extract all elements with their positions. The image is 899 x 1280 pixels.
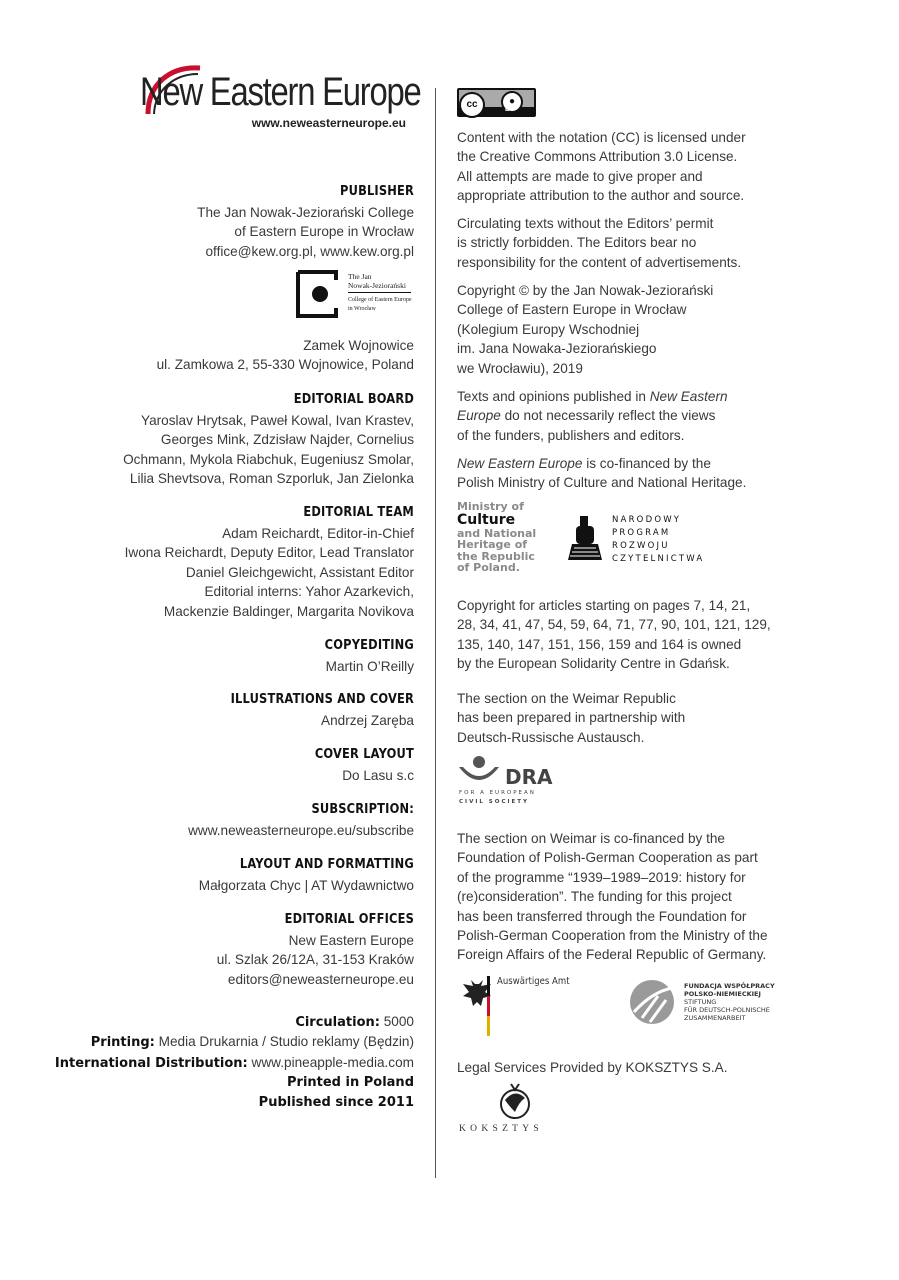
logo-url: www.neweasterneurope.eu bbox=[251, 116, 406, 130]
kew-logo bbox=[296, 270, 416, 320]
dra-sub-line: FOR A EUROPEAN bbox=[459, 790, 536, 796]
publisher-contact[interactable]: office@kew.org.pl, www.kew.org.pl bbox=[205, 243, 414, 259]
license-line: the Creative Commons Attribution 3.0 License. bbox=[457, 149, 738, 165]
weimar-funding-line: of the programme “1939–1989–2019: history for bbox=[457, 869, 746, 885]
cover-layout-line: Do Lasu s.c bbox=[342, 768, 414, 783]
weimar-partner-line: has been prepared in partnership with bbox=[457, 710, 686, 726]
publisher-line: of Eastern Europe in Wrocław bbox=[234, 224, 414, 240]
weimar-funding-line: Foreign Affairs of the Federal Republic of Germany. bbox=[457, 947, 767, 963]
cc-icon: cc bbox=[459, 92, 485, 118]
layout-formatting-heading: LAYOUT AND FORMATTING bbox=[239, 857, 414, 872]
cofinanced-text-span: is co-financed by the bbox=[582, 456, 711, 471]
ministry-logo-line: Culture bbox=[457, 511, 516, 528]
subscription-heading: SUBSCRIPTION: bbox=[311, 802, 414, 817]
publisher-section bbox=[34, 182, 414, 261]
weimar-funding-line: Foundation of Polish-German Cooperation as part bbox=[457, 850, 758, 866]
ministry-logo-line: the Republic bbox=[457, 549, 535, 563]
offices-email[interactable]: editors@neweasterneurope.eu bbox=[227, 971, 414, 987]
printing-value: Media Drukarnia / Studio reklamy (Będzin) bbox=[154, 1034, 414, 1050]
license-line: appropriate attribution to the author and source. bbox=[457, 188, 745, 204]
offices-line: ul. Szlak 26/12A, 31-153 Kraków bbox=[216, 952, 414, 968]
kew-logo-text bbox=[348, 272, 411, 314]
copyright-line: (Kolegium Europy Wschodniej bbox=[457, 321, 640, 337]
dra-emblem-icon bbox=[457, 755, 501, 787]
copyright-line: im. Jana Nowaka-Jeziorańskiego bbox=[457, 341, 657, 357]
printing-line bbox=[0, 1032, 414, 1052]
offices-line: New Eastern Europe bbox=[288, 933, 414, 948]
ministry-logo-line: Heritage of bbox=[457, 538, 528, 551]
ministry-culture-logo bbox=[457, 501, 557, 574]
opinions-line: of the funders, publishers and editors. bbox=[457, 427, 685, 443]
legal-services-text bbox=[457, 1058, 787, 1077]
team-line: Daniel Gleichgewicht, Assistant Editor bbox=[185, 564, 414, 580]
ministry-logo-line: of Poland. bbox=[457, 561, 520, 574]
team-line: Mackenzie Baldinger, Margarita Novikova bbox=[163, 603, 414, 619]
opinions-line bbox=[457, 387, 787, 406]
editorial-board-section bbox=[34, 390, 414, 489]
printing-label: Printing: bbox=[90, 1035, 155, 1051]
nprc-line: ROZWOJU bbox=[612, 541, 670, 551]
fwpn-logo bbox=[628, 978, 788, 1026]
esc-copyright-text bbox=[457, 596, 787, 674]
fwpn-line: POLSKO-NIEMIECKIEJ bbox=[684, 990, 761, 998]
editorial-offices-section bbox=[34, 910, 414, 989]
subscription-section bbox=[34, 800, 414, 840]
cc-by-badge bbox=[457, 88, 536, 117]
weimar-partner-text bbox=[457, 689, 787, 747]
team-line: Adam Reichardt, Editor-in-Chief bbox=[222, 526, 414, 541]
kew-logo-line: The Jan bbox=[348, 272, 372, 281]
printed-in: Printed in Poland bbox=[287, 1075, 414, 1091]
cover-layout-section bbox=[34, 745, 414, 785]
magazine-title: New Eastern Europe bbox=[457, 456, 583, 471]
copyright-line: College of Eastern Europe in Wrocław bbox=[457, 302, 687, 318]
opinions-text bbox=[457, 387, 787, 445]
weimar-funding-line: has been transferred through the Foundation for bbox=[457, 908, 747, 924]
fwpn-emblem-icon bbox=[628, 978, 678, 1026]
nprc-logo bbox=[568, 514, 718, 564]
editorial-team-section bbox=[34, 503, 414, 621]
editorial-offices-heading: EDITORIAL OFFICES bbox=[284, 912, 414, 927]
weimar-partner-line: The section on the Weimar Republic bbox=[457, 691, 676, 706]
nee-logo bbox=[140, 62, 421, 132]
dra-logo bbox=[457, 755, 557, 810]
weimar-funding-line: The section on Weimar is co-financed by the bbox=[457, 831, 725, 846]
editorial-team-heading: EDITORIAL TEAM bbox=[303, 505, 414, 520]
copyediting-section bbox=[34, 636, 414, 676]
kokstys-logo bbox=[457, 1082, 587, 1142]
kew-logo-line: in Wrocław bbox=[348, 306, 376, 312]
dra-word: DRA bbox=[505, 765, 553, 789]
ministry-logo-line: and National bbox=[457, 526, 537, 540]
copyright-text bbox=[457, 281, 787, 378]
team-line: Editorial interns: Yahor Azarkevich, bbox=[204, 584, 414, 600]
print-info bbox=[0, 1012, 414, 1112]
weimar-funding-line: Polish-German Cooperation from the Ministry of the bbox=[457, 928, 768, 944]
board-line: Georges Mink, Zdzisław Najder, Cornelius bbox=[160, 432, 414, 448]
attribution-person-icon: ● bbox=[501, 91, 523, 113]
circulation-value: 5000 bbox=[379, 1014, 414, 1029]
license-line: All attempts are made to give proper and bbox=[457, 168, 703, 184]
board-line: Yaroslav Hrytsak, Paweł Kowal, Ivan Krastev, bbox=[141, 413, 414, 428]
fwpn-line: FUNDACJA WSPÓŁPRACY bbox=[684, 982, 775, 990]
esc-line: by the European Solidarity Centre in Gdańsk. bbox=[457, 656, 730, 672]
nprc-line: CZYTELNICTWA bbox=[612, 554, 705, 564]
distribution-value[interactable]: www.pineapple-media.com bbox=[247, 1054, 414, 1070]
illustrations-section bbox=[34, 690, 414, 730]
opinions-line bbox=[457, 406, 787, 425]
board-line: Ochmann, Mykola Riabchuk, Eugeniusz Smolar, bbox=[123, 451, 414, 467]
publisher-line: The Jan Nowak-Jeziorański College bbox=[197, 205, 414, 220]
team-line: Iwona Reichardt, Deputy Editor, Lead Translator bbox=[124, 545, 414, 561]
circulating-line: is strictly forbidden. The Editors bear no bbox=[457, 235, 697, 251]
esc-line: 28, 34, 41, 47, 54, 59, 64, 71, 77, 90, 101, 121, 129, bbox=[457, 617, 771, 633]
address-line: ul. Zamkowa 2, 55-330 Wojnowice, Poland bbox=[156, 357, 414, 373]
cofinanced-line: Polish Ministry of Culture and National Heritage. bbox=[457, 475, 747, 491]
fwpn-line: ZUSAMMENARBEIT bbox=[684, 1014, 746, 1022]
kew-logo-line: Nowak-Jeziorański bbox=[348, 281, 411, 293]
circulating-text bbox=[457, 214, 787, 272]
auswaertiges-amt-logo bbox=[457, 976, 597, 1038]
subscription-link[interactable]: www.neweasterneurope.eu/subscribe bbox=[188, 823, 414, 838]
copyediting-line: Martin O’Reilly bbox=[325, 659, 414, 674]
cofinanced-text bbox=[457, 454, 787, 493]
magazine-title: Europe bbox=[457, 408, 501, 424]
kew-logo-line: College of Eastern Europe bbox=[348, 297, 412, 303]
nprc-text bbox=[612, 514, 704, 566]
lamp-icon bbox=[568, 514, 602, 562]
cc-by-label: BY bbox=[505, 106, 515, 113]
weimar-funding-line: (re)consideration”. The funding for this project bbox=[457, 889, 732, 905]
esc-line: Copyright for articles starting on pages 7, 14, 21, bbox=[457, 598, 751, 613]
cover-layout-heading: COVER LAYOUT bbox=[314, 747, 414, 762]
copyright-line: Copyright © by the Jan Nowak-Jeziorański bbox=[457, 283, 714, 298]
kokstys-wordmark: KOKSZTYS bbox=[459, 1124, 544, 1134]
circulation-line bbox=[0, 1012, 414, 1032]
kew-emblem-icon bbox=[296, 270, 344, 318]
globe-eagle-icon bbox=[495, 1082, 535, 1122]
nprc-line: PROGRAM bbox=[612, 528, 671, 538]
fwpn-text bbox=[684, 982, 775, 1022]
auswaertiges-amt-text: Auswärtiges Amt bbox=[497, 976, 570, 987]
cofinanced-line bbox=[457, 454, 787, 473]
legal-line: Legal Services Provided by KOKSZTYS S.A. bbox=[457, 1060, 728, 1075]
published-since: Published since 2011 bbox=[258, 1094, 414, 1110]
illustrations-heading: ILLUSTRATIONS AND COVER bbox=[230, 692, 414, 707]
publisher-address bbox=[34, 336, 414, 375]
layout-formatting-section bbox=[34, 855, 414, 895]
fwpn-line: FÜR DEUTSCH-POLNISCHE bbox=[684, 1006, 770, 1014]
distribution-line bbox=[0, 1053, 414, 1073]
address-line: Zamek Wojnowice bbox=[303, 338, 414, 353]
circulating-line: Circulating texts without the Editors’ permit bbox=[457, 216, 714, 231]
fwpn-line: STIFTUNG bbox=[684, 998, 717, 1006]
opinions-text-span: Texts and opinions published in bbox=[457, 389, 650, 404]
eagle-icon bbox=[457, 976, 497, 1038]
license-line: Content with the notation (CC) is licensed under bbox=[457, 130, 746, 145]
layout-formatting-line: Małgorzata Chyc | AT Wydawnictwo bbox=[198, 878, 414, 893]
illustrations-line: Andrzej Zaręba bbox=[321, 713, 414, 728]
nprc-line: NARODOWY bbox=[612, 515, 682, 525]
board-line: Lilia Shevtsova, Roman Szporluk, Jan Zielonka bbox=[129, 471, 414, 487]
opinions-text-span: do not necessarily reflect the views bbox=[500, 408, 716, 424]
distribution-label: International Distribution: bbox=[54, 1055, 248, 1071]
ministry-logo-line: Ministry of bbox=[457, 500, 524, 513]
magazine-title: New Eastern bbox=[649, 389, 728, 404]
copyediting-heading: COPYEDITING bbox=[324, 638, 414, 653]
copyright-line: we Wrocławiu), 2019 bbox=[457, 360, 583, 376]
esc-line: 135, 140, 147, 151, 156, 159 and 164 is owned bbox=[457, 636, 742, 652]
editorial-board-heading: EDITORIAL BOARD bbox=[293, 392, 414, 407]
column-divider bbox=[435, 88, 436, 1178]
publisher-heading: PUBLISHER bbox=[340, 184, 414, 199]
logo-title: New Eastern Europe bbox=[140, 70, 421, 114]
weimar-partner-line: Deutsch-Russische Austausch. bbox=[457, 729, 645, 745]
weimar-funding-text bbox=[457, 829, 787, 965]
dra-sub-line: CIVIL SOCIETY bbox=[459, 799, 530, 805]
circulation-label: Circulation: bbox=[295, 1015, 380, 1030]
circulating-line: responsibility for the content of advertisements. bbox=[457, 254, 742, 270]
dra-subtitle bbox=[459, 789, 536, 807]
license-text bbox=[457, 128, 787, 206]
